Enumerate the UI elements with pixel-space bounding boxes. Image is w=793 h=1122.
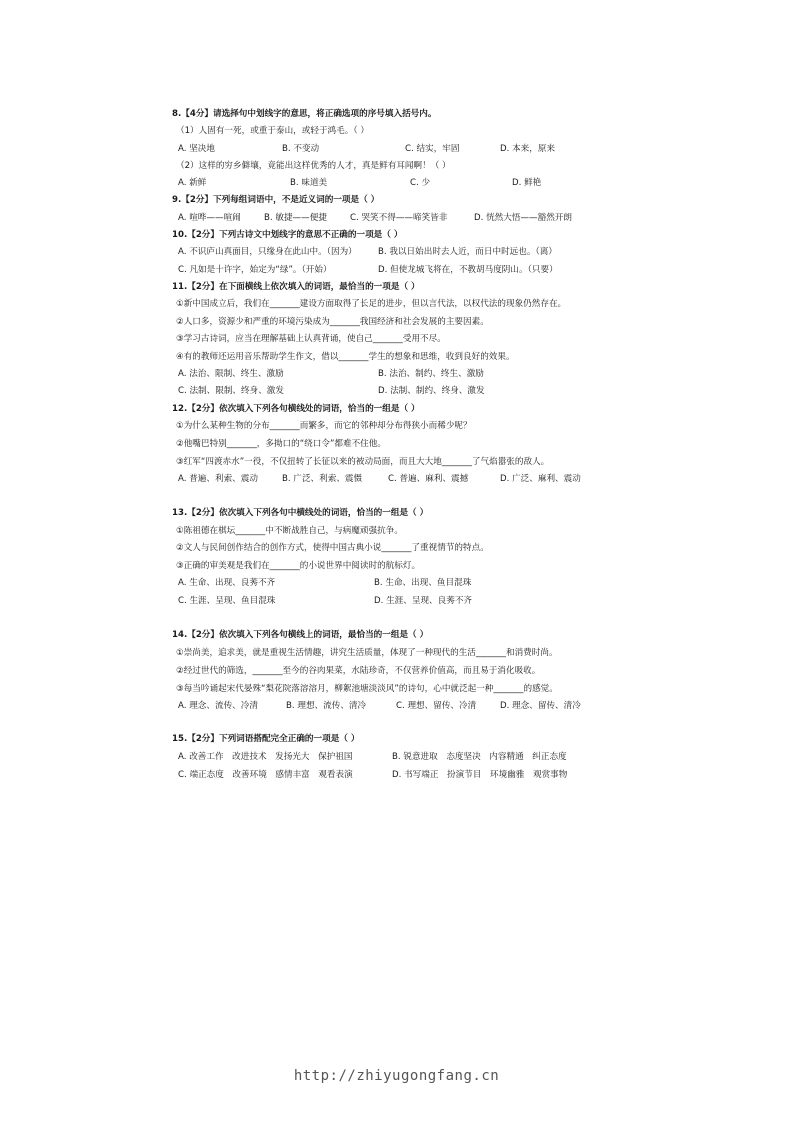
option-c: C. 少 <box>410 178 431 188</box>
question-line: （1）人固有一死，或重于泰山，或轻于鸿毛。（ ） <box>176 126 369 136</box>
option-c: C. 哭笑不得——啼笑皆非 <box>350 213 448 223</box>
question-line: ②他嘴巴特别_______，多拗口的“绕口令”都难不住他。 <box>176 439 386 449</box>
option-a: A. 生命、出现、良莠不齐 <box>178 578 276 588</box>
question-line: ④有的教师还运用音乐帮助学生作文，借以_______学生的想象和思维，收到良好的效果。 <box>176 352 515 362</box>
option-b: B. 生命、出现、鱼目混珠 <box>374 578 472 588</box>
question-line: ①为什么某种生物的分布_______而繁多，而它的邻种却分布得狭小而稀少呢？ <box>176 421 472 431</box>
question-title: 15.【2分】下列词语搭配完全正确的一项是（ ） <box>172 734 360 744</box>
option-b: B. 敏捷——便捷 <box>264 213 327 223</box>
question-title: 11.【2分】在下面横线上依次填入的词语，最恰当的一项是（ ） <box>172 282 420 292</box>
question-line: ②文人与民间创作结合的创作方式，使得中国古典小说_______了重视情节的特点。 <box>176 543 489 553</box>
option-c: C. 端正态度 改善环境 感情丰富 观看表演 <box>178 770 353 780</box>
option-d: D. 鲜艳 <box>512 178 542 188</box>
question-line: ②经过世代的筛选，_______至今的谷肉果菜，水陆珍奇，不仅营养价值高，而且易于消化吸收。 <box>176 666 541 676</box>
question-title: 9.【2分】下列每组词语中，不是近义词的一项是（ ） <box>172 195 380 205</box>
option-a: A. 不识庐山真面目，只缘身在此山中。（因为） <box>178 247 357 257</box>
option-d: D. 理念、留传、清冷 <box>500 701 581 711</box>
option-a: A. 法治、限制、终生、激励 <box>178 369 284 379</box>
question-line: ③每当吟诵起宋代晏殊“梨花院落溶溶月，柳絮池塘淡淡风”的诗句，心中就泛起一种_______的感觉。 <box>176 684 558 694</box>
question-title: 12.【2分】依次填入下列各句横线处的词语，恰当的一组是（ ） <box>172 404 420 414</box>
option-a: A. 新鲜 <box>178 178 207 188</box>
option-b: B. 广泛、利索、震慑 <box>282 474 363 484</box>
question-line: ①陈祖德在棋坛_______中不断战胜自己，与病魔顽强抗争。 <box>176 526 403 536</box>
question-line: ①崇尚美，追求美，就是重视生活情趣，讲究生活质量，体现了一种现代的生活_______和消费时尚。 <box>176 648 558 658</box>
option-d: D. 法制、制约、终身、激发 <box>378 386 485 396</box>
question-title: 10.【2分】下列古诗文中划线字的意思不正确的一项是（ ） <box>172 230 403 240</box>
question-title: 13.【2分】依次填入下列各句中横线处的词语，恰当的一组是（ ） <box>172 508 429 518</box>
option-b: B. 理想、流传、清冷 <box>286 701 367 711</box>
option-a: A. 普遍、利索、震动 <box>178 474 258 484</box>
option-d: D. 恍然大悟——豁然开朗 <box>474 213 573 223</box>
option-c: C. 普遍、麻利、震撼 <box>388 474 469 484</box>
option-a: A. 坚决地 <box>178 144 215 154</box>
option-b: B. 味道美 <box>290 178 328 188</box>
option-c: C. 凡如是十许字，始定为“绿”。（开始） <box>178 265 332 275</box>
question-line: （2）这样的穷乡僻壤，竟能出这样优秀的人才，真是鲜有耳闻啊！（ ） <box>176 161 451 171</box>
question-line: ③正确的审美观是我们在_______的小说世界中阅读时的航标灯。 <box>176 561 421 571</box>
option-a: A. 喧哗——喧闹 <box>178 213 241 223</box>
question-line: ②人口多，资源少和严重的环境污染成为_______我国经济和社会发展的主要因素。 <box>176 317 489 327</box>
question-line: ③学习古诗词，应当在理解基础上认真背诵，使自己_______受用不尽。 <box>176 334 446 344</box>
option-d: D. 生涯、呈现、良莠不齐 <box>374 596 473 606</box>
option-c: C. 生涯、呈现、鱼目混珠 <box>178 596 276 606</box>
option-d: D. 书写端正 扮演节目 环境幽雅 观赏事物 <box>392 770 568 780</box>
option-a: A. 改善工作 改进技术 发扬光大 保护祖国 <box>178 752 353 762</box>
option-b: B. 法治、制约、终生、激励 <box>378 369 484 379</box>
footer-url: http://zhiyugongfang.cn <box>293 1068 500 1084</box>
option-c: C. 结实，牢固 <box>405 144 460 154</box>
option-c: C. 理想、留传、冷清 <box>396 701 477 711</box>
question-title: 8.【4分】请选择句中划线字的意思，将正确选项的序号填入括号内。 <box>172 109 437 119</box>
option-d: D. 但使龙城飞将在，不教胡马度阴山。（只要） <box>378 265 558 275</box>
option-b: B. 我以日始出时去人近，而日中时远也。（离） <box>378 247 557 257</box>
question-line: ①新中国成立后，我们在_______建设方面取得了长足的进步，但以言代法，以权代法的现象仍然存在。 <box>176 299 567 309</box>
option-d: D. 本来，原来 <box>500 144 556 154</box>
question-title: 14.【2分】依次填入下列各句横线上的词语，最恰当的一组是（ ） <box>172 630 429 640</box>
question-line: ③红军“四渡赤水”一役，不仅扭转了长征以来的被动局面，而且大大地_______了气焰嚣张的敌人。 <box>176 457 550 467</box>
option-b: B. 不变动 <box>282 144 320 154</box>
option-d: D. 广泛、麻利、震动 <box>500 474 581 484</box>
option-a: A. 理念、流传、冷清 <box>178 701 258 711</box>
option-b: B. 锐意进取 态度坚决 内容精通 纠正态度 <box>392 752 567 762</box>
option-c: C. 法制、限制、终身、激发 <box>178 386 284 396</box>
